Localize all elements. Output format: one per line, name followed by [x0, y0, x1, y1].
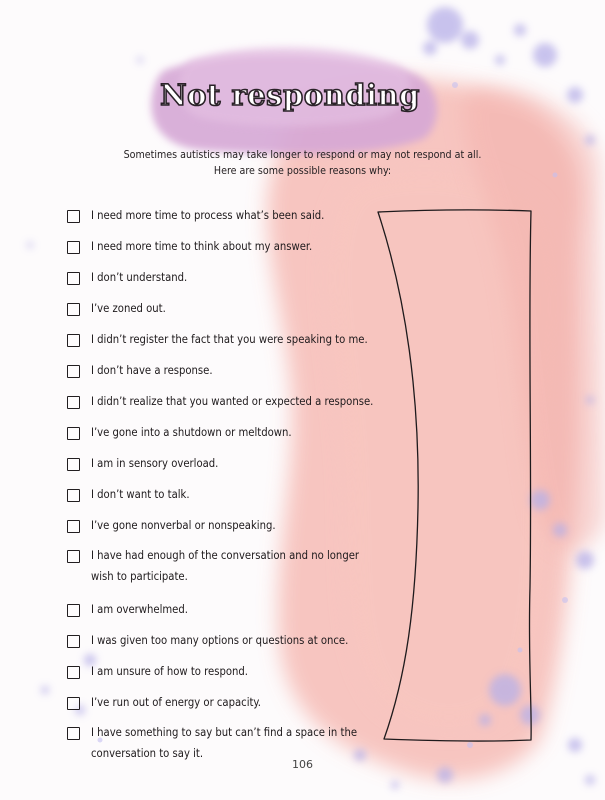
checklist-item-label: I have had enough of the conversation and no longer wish to participate.	[91, 549, 360, 583]
checkbox[interactable]	[67, 365, 80, 378]
checkbox[interactable]	[67, 520, 80, 533]
checklist-item-label: I need more time to think about my answer.	[91, 240, 313, 253]
checkbox[interactable]	[67, 210, 80, 223]
checklist-item-label: I need more time to process what’s been said.	[91, 209, 325, 222]
checklist-item	[67, 633, 391, 651]
checklist-item	[67, 239, 391, 257]
checklist-item-label: I don’t understand.	[91, 271, 188, 284]
checklist-item-label: I don’t have a response.	[91, 364, 213, 377]
checklist-item	[67, 394, 391, 412]
checklist-item-label: I have something to say but can’t find a space in the conversation to say it.	[91, 726, 358, 760]
checklist-item-label: I’ve gone nonverbal or nonspeaking.	[91, 519, 276, 532]
checklist-item-label: I didn’t realize that you wanted or expected a response.	[91, 395, 374, 408]
checklist-item	[67, 518, 391, 536]
checkbox[interactable]	[67, 604, 80, 617]
checkbox[interactable]	[67, 396, 80, 409]
checklist-item	[67, 548, 381, 587]
checklist-item	[67, 363, 391, 381]
checkbox[interactable]	[67, 334, 80, 347]
intro-line: Here are some possible reasons why:	[213, 165, 392, 177]
checklist-item-label: I’ve zoned out.	[91, 302, 166, 315]
checkbox[interactable]	[67, 458, 80, 471]
checkbox[interactable]	[67, 697, 80, 710]
writing-panel[interactable]	[376, 207, 536, 747]
checkbox[interactable]	[67, 241, 80, 254]
checklist-item-label: I’ve run out of energy or capacity.	[91, 696, 261, 709]
checklist-item	[67, 332, 391, 350]
checklist-item	[67, 664, 391, 682]
checklist-item	[67, 270, 391, 288]
intro-text	[40, 147, 565, 179]
checklist-item-label: I didn’t register the fact that you were speaking to me.	[91, 333, 368, 346]
checklist-item	[67, 602, 391, 620]
checklist-item-label: I am unsure of how to respond.	[91, 665, 248, 678]
checklist-item	[67, 208, 391, 226]
checkbox[interactable]	[67, 489, 80, 502]
checklist-item	[67, 425, 391, 443]
title-banner	[150, 58, 430, 144]
checkbox[interactable]	[67, 550, 80, 563]
page-title: Not responding	[160, 78, 420, 112]
checklist-item	[67, 695, 391, 713]
checkbox[interactable]	[67, 303, 80, 316]
checklist-item-label: I am in sensory overload.	[91, 457, 219, 470]
checklist-item	[67, 301, 391, 319]
checklist-item	[67, 487, 391, 505]
checkbox[interactable]	[67, 666, 80, 679]
checklist-item-label: I don’t want to talk.	[91, 488, 190, 501]
page-number: 106	[292, 758, 313, 771]
checklist-item	[67, 456, 391, 474]
checkbox[interactable]	[67, 635, 80, 648]
checkbox[interactable]	[67, 427, 80, 440]
checklist-item-label: I was given too many options or questions at once.	[91, 634, 349, 647]
checkbox[interactable]	[67, 272, 80, 285]
checklist-item-label: I’ve gone into a shutdown or meltdown.	[91, 426, 292, 439]
checkbox[interactable]	[67, 727, 80, 740]
checklist-item-label: I am overwhelmed.	[91, 603, 188, 616]
intro-line: Sometimes autistics may take longer to respond or may not respond at all.	[123, 149, 482, 161]
